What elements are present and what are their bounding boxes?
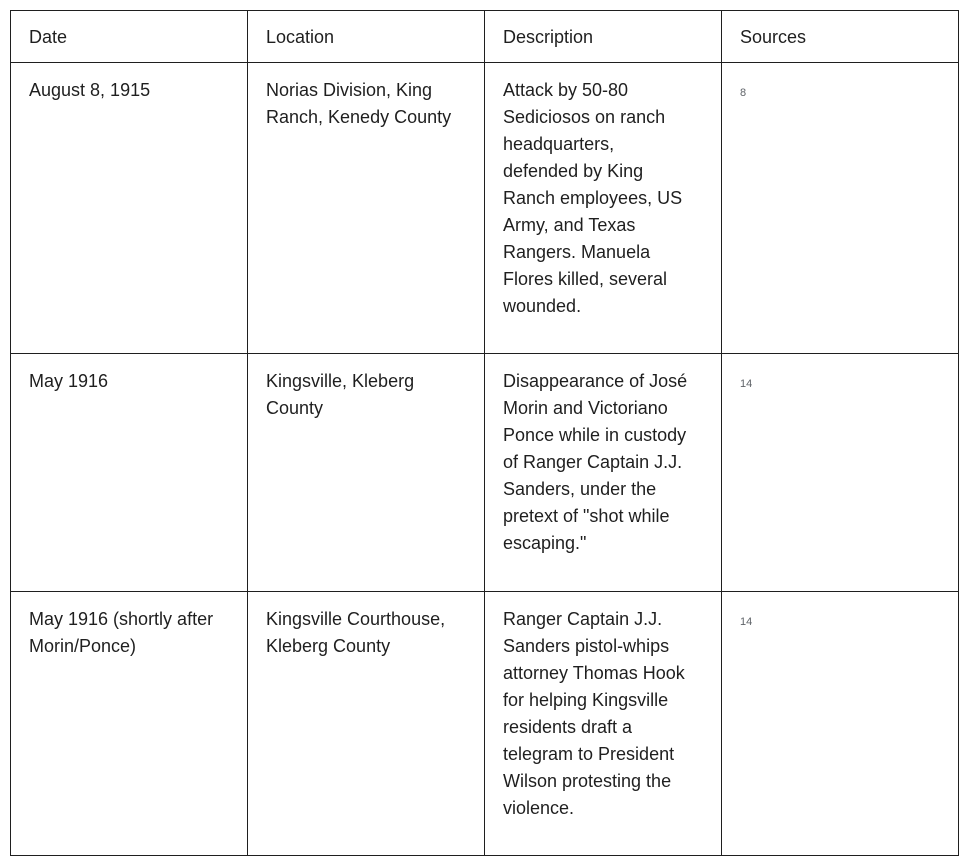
- cell-sources: [722, 592, 959, 856]
- cell-date: August 8, 1915: [11, 63, 248, 354]
- events-table-container: [10, 10, 958, 856]
- cell-sources: [722, 63, 959, 354]
- cell-location: Kingsville, Kleberg County: [248, 354, 485, 592]
- cell-date: May 1916: [11, 354, 248, 592]
- column-header-description: Description: [485, 11, 722, 63]
- cell-description: Disappearance of José Morin and Victoriano Ponce while in custody of Ranger Captain J.J. Sanders, under the pretext of "shot while escaping.": [485, 354, 722, 592]
- column-header-date: Date: [11, 11, 248, 63]
- source-citation-link[interactable]: 14: [740, 616, 753, 628]
- cell-location: Norias Division, King Ranch, Kenedy County: [248, 63, 485, 354]
- cell-date: May 1916 (shortly after Morin/Ponce): [11, 592, 248, 856]
- source-citation-link[interactable]: 8: [740, 87, 747, 99]
- cell-location: Kingsville Courthouse, Kleberg County: [248, 592, 485, 856]
- source-citation-link[interactable]: 14: [740, 378, 753, 390]
- table-row: [11, 354, 959, 592]
- cell-sources: [722, 354, 959, 592]
- column-header-sources: Sources: [722, 11, 959, 63]
- events-table: [10, 10, 959, 856]
- cell-description: Ranger Captain J.J. Sanders pistol-whips attorney Thomas Hook for helping Kingsville residents draft a telegram to President Wilson protesting the violence.: [485, 592, 722, 856]
- table-row: [11, 63, 959, 354]
- cell-description: Attack by 50-80 Sediciosos on ranch headquarters, defended by King Ranch employees, US Army, and Texas Rangers. Manuela Flores killed, several wounded.: [485, 63, 722, 354]
- table-header-row: [11, 11, 959, 63]
- column-header-location: Location: [248, 11, 485, 63]
- table-row: [11, 592, 959, 856]
